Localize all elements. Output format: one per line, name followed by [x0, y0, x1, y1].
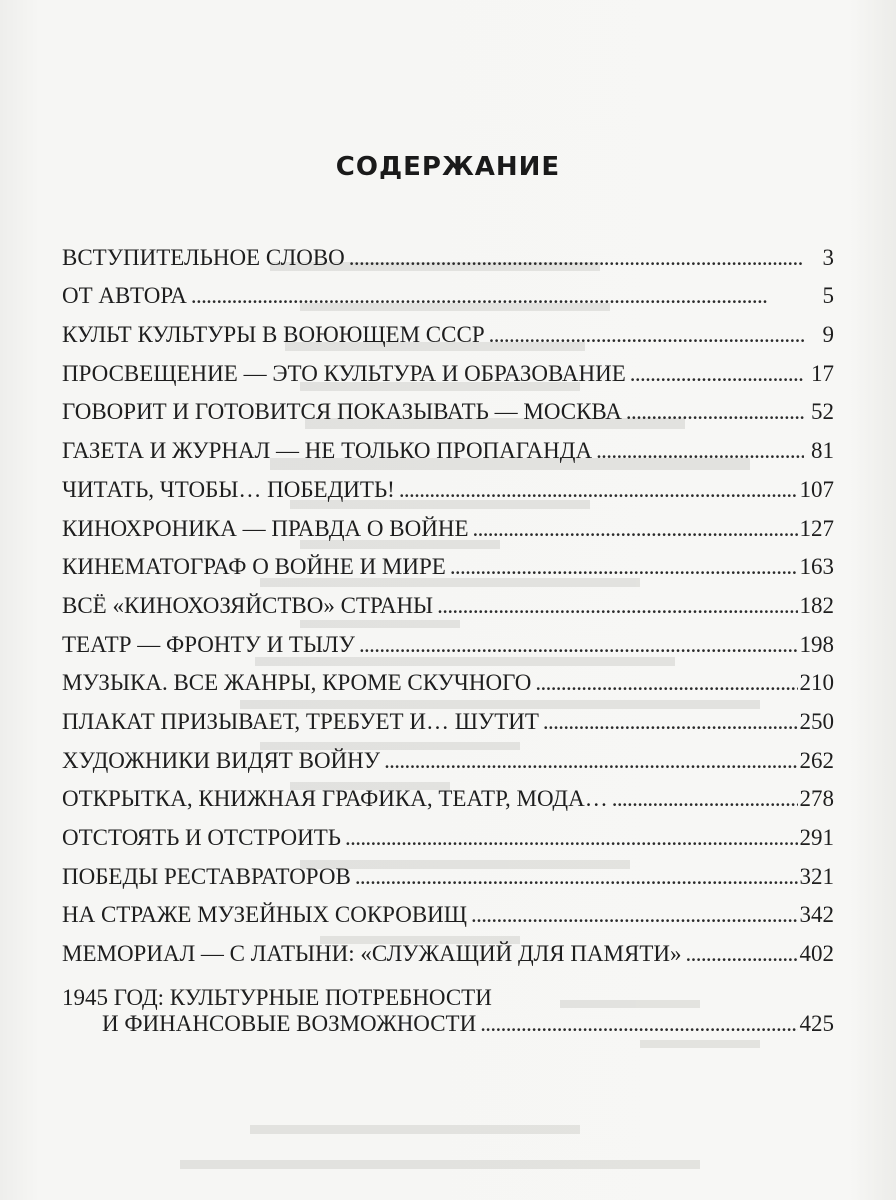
- toc-entry-title: ГАЗЕТА И ЖУРНАЛ — НЕ ТОЛЬКО ПРОПАГАНДА: [62, 438, 593, 464]
- dot-leader: [630, 361, 804, 387]
- toc-page-number: 3: [822, 244, 834, 270]
- toc-entry-title-line2-row: [62, 1011, 834, 1037]
- dot-leader: [473, 516, 798, 542]
- dot-leader: [480, 1011, 797, 1037]
- toc-page-number: 17: [811, 360, 834, 386]
- dot-leader: [345, 825, 797, 851]
- toc-entry-title: ВСТУПИТЕЛЬНОЕ СЛОВО: [62, 244, 345, 270]
- dot-leader: [612, 786, 798, 812]
- toc-page-number: 250: [799, 708, 834, 734]
- toc-entry-title: ЧИТАТЬ, ЧТОБЫ… ПОБЕДИТЬ!: [62, 476, 395, 502]
- toc-entry-title: ПОБЕДЫ РЕСТАВРАТОРОВ: [62, 863, 351, 889]
- toc-entry[interactable]: [62, 542, 834, 581]
- dot-leader: [384, 748, 797, 774]
- toc-entry-last[interactable]: [62, 967, 834, 1037]
- toc-entry[interactable]: [62, 425, 834, 464]
- toc-entry[interactable]: [62, 464, 834, 503]
- toc-page-number: 52: [811, 399, 834, 425]
- toc-entry[interactable]: [62, 580, 834, 619]
- dot-leader: [349, 245, 804, 271]
- toc-page-number: 182: [799, 592, 834, 618]
- toc-entry[interactable]: [62, 774, 834, 813]
- dot-leader: [437, 593, 797, 619]
- toc-entry[interactable]: [62, 348, 834, 387]
- toc-entry[interactable]: [62, 271, 834, 310]
- toc-entry-title: ХУДОЖНИКИ ВИДЯТ ВОЙНУ: [62, 747, 381, 773]
- toc-entry-title: ОТСТОЯТЬ И ОТСТРОИТЬ: [62, 825, 342, 850]
- toc-entry[interactable]: [62, 928, 834, 967]
- toc-entry[interactable]: [62, 735, 834, 774]
- toc-entry[interactable]: [62, 696, 834, 735]
- toc-entry[interactable]: [62, 232, 834, 271]
- contents-title: СОДЕРЖАНИЕ: [335, 152, 561, 182]
- dot-leader: [355, 864, 798, 890]
- toc-page-number: 198: [799, 631, 834, 657]
- toc-entry-title: КУЛЬТ КУЛЬТУРЫ В ВОЮЮЩЕМ СССР: [62, 322, 485, 348]
- toc-entry-title: ГОВОРИТ И ГОТОВИТСЯ ПОКАЗЫВАТЬ — МОСКВА: [62, 399, 622, 425]
- toc-entry-title: НА СТРАЖЕ МУЗЕЙНЫХ СОКРОВИЩ: [62, 902, 467, 928]
- toc-entry[interactable]: [62, 503, 834, 542]
- toc-entry[interactable]: [62, 812, 834, 851]
- toc-page-number: 262: [799, 747, 834, 773]
- toc-page-number: 127: [799, 515, 834, 541]
- dot-leader: [535, 670, 797, 696]
- dot-leader: [626, 399, 804, 425]
- toc-page-number: 107: [799, 476, 834, 502]
- toc-entry-title: ВСЁ «КИНОХОЗЯЙСТВО» СТРАНЫ: [62, 592, 434, 618]
- toc-entry[interactable]: [62, 658, 834, 697]
- toc-entry-title: ОТКРЫТКА, КНИЖНАЯ ГРАФИКА, ТЕАТР, МОДА…: [62, 786, 608, 812]
- toc-page-number: 291: [799, 825, 834, 850]
- toc-page-number: 278: [799, 786, 834, 812]
- toc-entry[interactable]: [62, 890, 834, 929]
- toc-entry-title: КИНЕМАТОГРАФ О ВОЙНЕ И МИРЕ: [62, 554, 446, 580]
- toc-entry-title: ТЕАТР — ФРОНТУ И ТЫЛУ: [62, 631, 355, 657]
- toc-entry-title-line1: 1945 ГОД: КУЛЬТУРНЫЕ ПОТРЕБНОСТИ: [62, 985, 492, 1011]
- table-of-contents: [62, 232, 834, 1037]
- toc-page-number: 342: [799, 902, 834, 928]
- toc-page-number: 425: [799, 1011, 834, 1037]
- dot-leader: [399, 477, 798, 503]
- toc-page-number: 163: [799, 554, 834, 580]
- toc-page-number: 321: [799, 863, 834, 889]
- dot-leader: [596, 438, 804, 464]
- toc-entry[interactable]: [62, 619, 834, 658]
- dot-leader: [450, 554, 798, 580]
- toc-page-number: 81: [811, 438, 834, 464]
- toc-page-number: 9: [822, 322, 834, 348]
- dot-leader: [543, 709, 798, 735]
- toc-entry-title: МЕМОРИАЛ — С ЛАТЫНИ: «СЛУЖАЩИЙ ДЛЯ ПАМЯТИ»: [62, 941, 682, 967]
- toc-entry-title-line2: И ФИНАНСОВЫЕ ВОЗМОЖНОСТИ: [102, 1011, 477, 1037]
- dot-leader: [191, 283, 804, 309]
- dot-leader: [489, 322, 804, 348]
- toc-page-number: 402: [799, 941, 834, 967]
- dot-leader: [471, 902, 798, 928]
- toc-entry[interactable]: [62, 851, 834, 890]
- dot-leader: [359, 632, 798, 658]
- toc-entry-title: МУЗЫКА. ВСЕ ЖАНРЫ, КРОМЕ СКУЧНОГО: [62, 670, 532, 696]
- toc-entry-title: ПРОСВЕЩЕНИЕ — ЭТО КУЛЬТУРА И ОБРАЗОВАНИЕ: [62, 360, 626, 386]
- toc-entry-title: ПЛАКАТ ПРИЗЫВАЕТ, ТРЕБУЕТ И… ШУТИТ: [62, 708, 539, 734]
- toc-entry-title: ОТ АВТОРА: [62, 283, 187, 309]
- toc-entry-title: КИНОХРОНИКА — ПРАВДА О ВОЙНЕ: [62, 515, 469, 541]
- dot-leader: [686, 941, 798, 967]
- toc-entry[interactable]: [62, 309, 834, 348]
- toc-page-number: 5: [822, 283, 834, 309]
- toc-entry[interactable]: [62, 387, 834, 426]
- toc-page-number: 210: [799, 670, 834, 696]
